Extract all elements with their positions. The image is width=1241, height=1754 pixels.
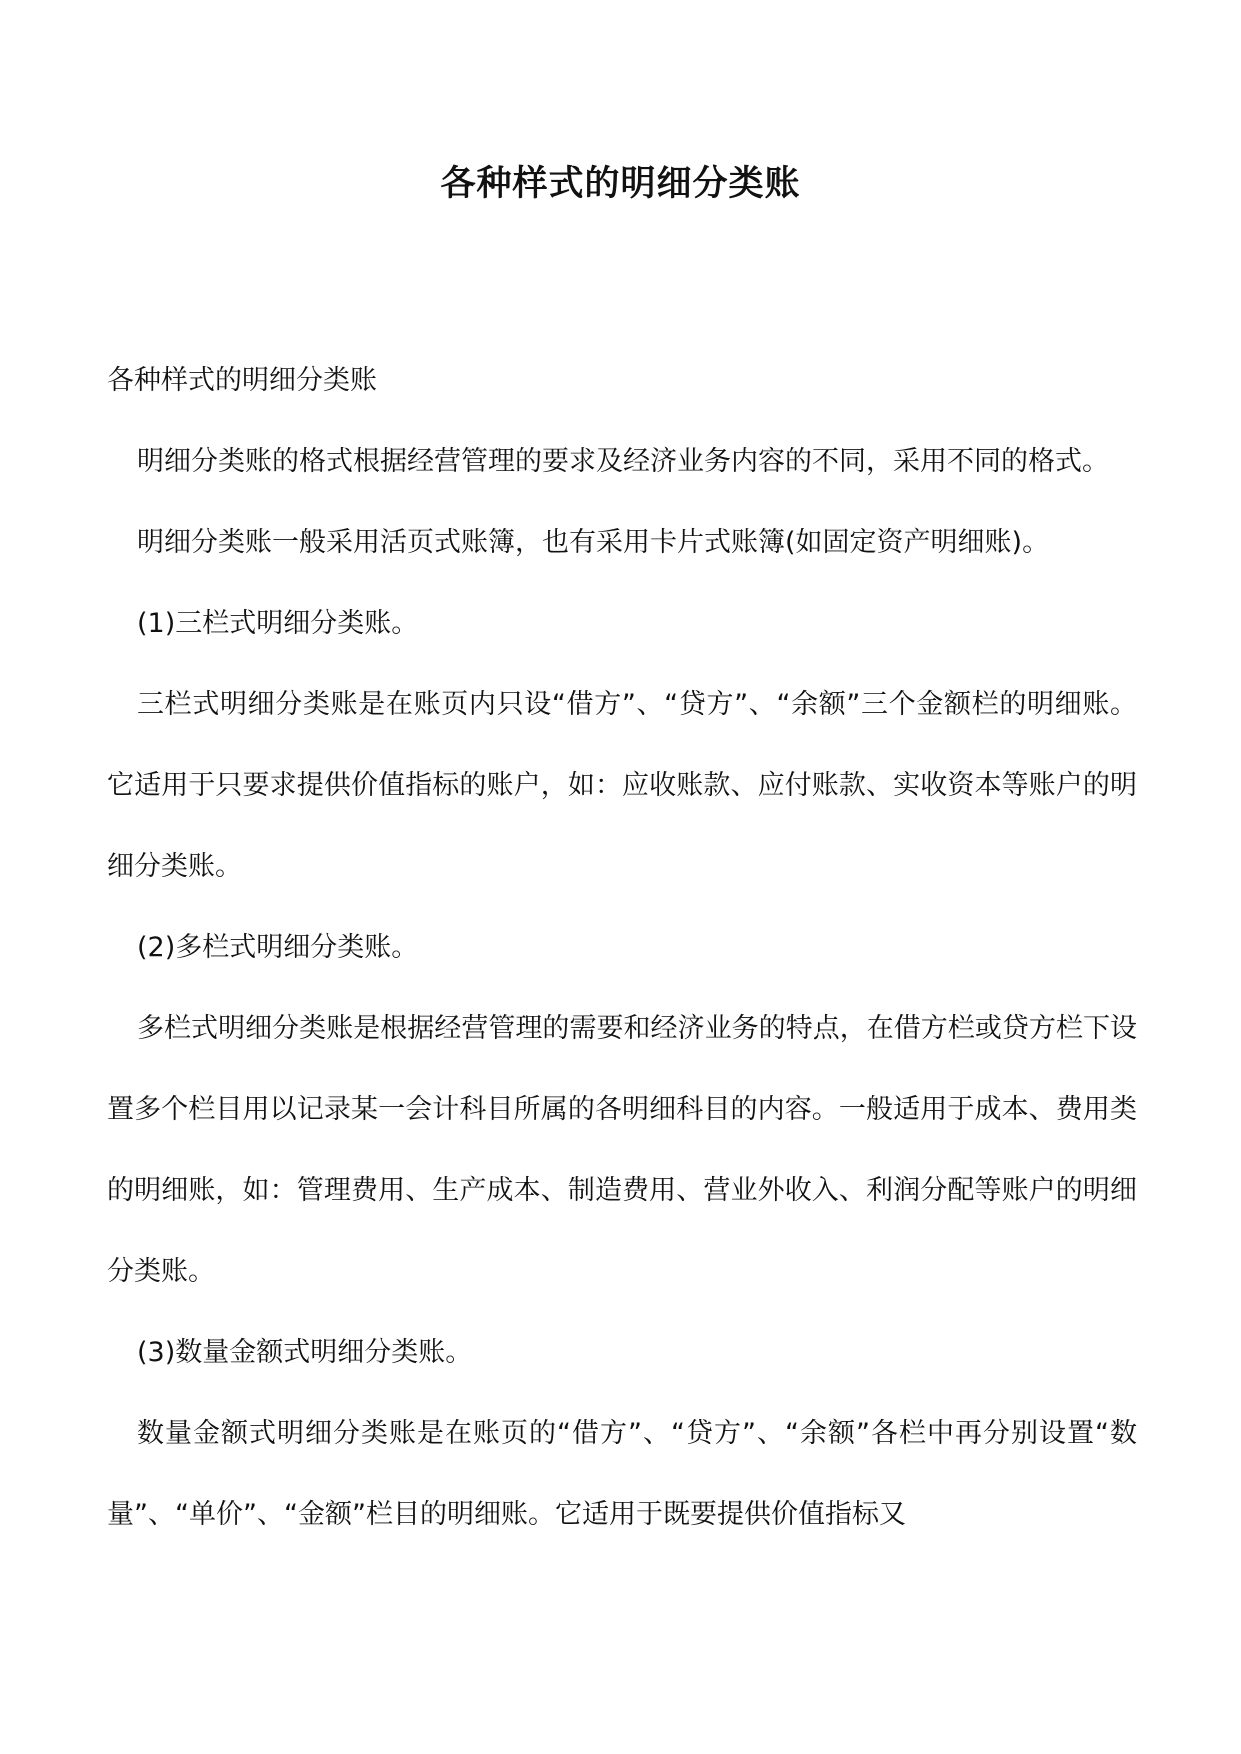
document-title: 各种样式的明细分类账	[440, 164, 801, 204]
paragraph-three-column: 三栏式明细分类账是在账页内只设“借方”、“贷方”、“余额”三个金额栏的明细账。它适用于只要求提供价值指标的账户，如：应收账款、应付账款、实收资本等账户的明细分类账。	[107, 689, 1137, 882]
subheading-multi-column: (2)多栏式明细分类账。	[137, 932, 419, 963]
paragraph-multi-column: 多栏式明细分类账是根据经营管理的需要和经济业务的特点，在借方栏或贷方栏下设置多个栏目用以记录某一会计科目所属的各明细科目的内容。一般适用于成本、费用类的明细账，如：管理费用、生产成本、制造费用、营业外收入、利润分配等账户的明细分类账。	[107, 1013, 1137, 1287]
subheading-quantity-amount: (3)数量金额式明细分类账。	[137, 1337, 473, 1368]
paragraph-quantity-amount: 数量金额式明细分类账是在账页的“借方”、“贷方”、“余额”各栏中再分别设置“数量”、“单价”、“金额”栏目的明细账。它适用于既要提供价值指标又	[107, 1418, 1137, 1530]
section-heading: 各种样式的明细分类账	[107, 365, 377, 396]
subheading-three-column: (1)三栏式明细分类账。	[137, 608, 419, 639]
document-body	[107, 340, 1137, 1555]
paragraph-loose-leaf: 明细分类账一般采用活页式账簿，也有采用卡片式账簿(如固定资产明细账)。	[137, 527, 1050, 558]
paragraph-format-intro: 明细分类账的格式根据经营管理的要求及经济业务内容的不同，采用不同的格式。	[137, 446, 1109, 477]
